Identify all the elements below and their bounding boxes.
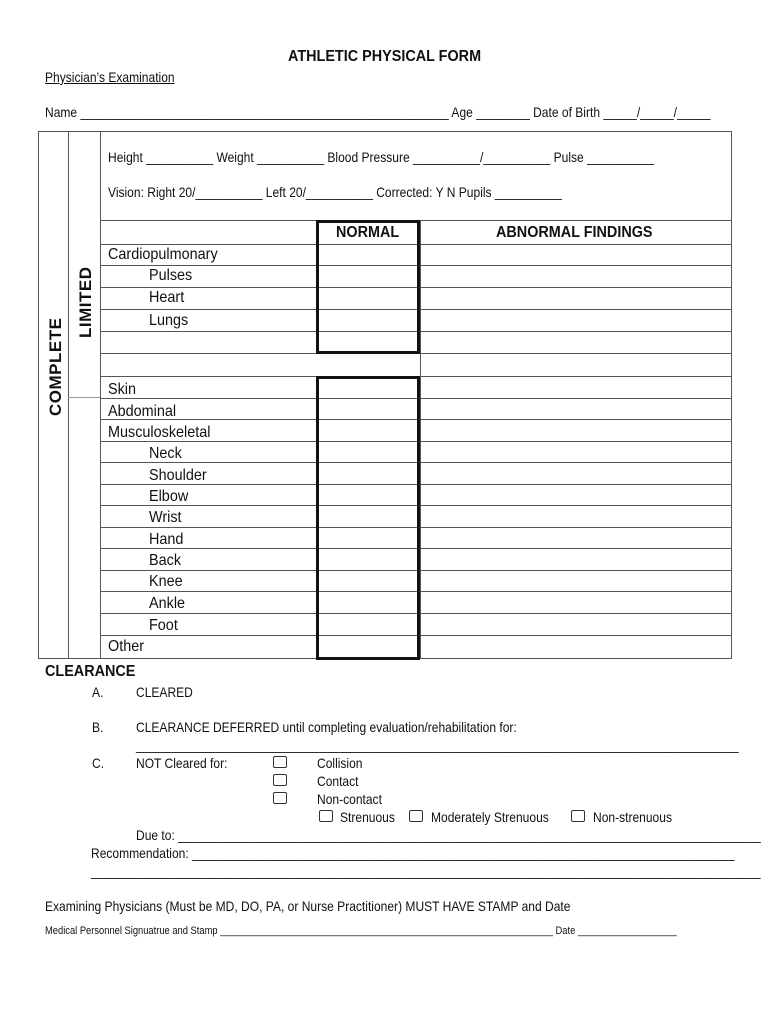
recommendation-line-2[interactable]: ____________________________________________________________________________________________________ <box>91 863 761 879</box>
form-title: ATHLETIC PHYSICAL FORM <box>288 48 482 65</box>
contact-label: Contact <box>317 773 359 789</box>
vitals-line-height-weight-bp-pulse[interactable]: Height __________ Weight __________ Blood Pressure __________/__________ Pulse __________ <box>108 149 655 165</box>
option-a-cleared[interactable]: CLEARED <box>136 684 193 700</box>
collision-label: Collision <box>317 755 363 771</box>
complete-side-label: COMPLETE <box>46 317 65 416</box>
row-hand: Hand <box>149 531 184 548</box>
normal-box-limited[interactable] <box>316 220 420 354</box>
row-ankle: Ankle <box>149 595 186 612</box>
option-c-not-cleared[interactable]: NOT Cleared for: <box>136 755 228 771</box>
noncontact-checkbox[interactable] <box>273 792 287 804</box>
row-shoulder: Shoulder <box>149 467 207 484</box>
normal-box-complete[interactable] <box>316 376 420 660</box>
name-age-dob-line[interactable]: Name _______________________________________________________ Age ________ Date of Birth _____/_____/_____ <box>45 104 711 120</box>
strenuous-label: Strenuous <box>340 809 395 825</box>
limited-side-label: LIMITED <box>76 266 95 338</box>
row-cardiopulmonary: Cardiopulmonary <box>108 246 218 263</box>
row-musculoskeletal: Musculoskeletal <box>108 424 211 441</box>
clearance-heading: CLEARANCE <box>45 663 136 680</box>
strenuous-checkbox[interactable] <box>319 810 333 822</box>
contact-checkbox[interactable] <box>273 774 287 786</box>
moderately-strenuous-label: Moderately Strenuous <box>431 809 549 825</box>
row-other: Other <box>108 638 145 655</box>
moderately-strenuous-checkbox[interactable] <box>409 810 423 822</box>
non-strenuous-checkbox[interactable] <box>571 810 585 822</box>
row-foot: Foot <box>149 617 178 634</box>
row-skin: Skin <box>108 381 137 398</box>
due-to-line[interactable]: Due to: _______________________________________________________________________________________ <box>136 827 761 843</box>
deferred-reason-line[interactable]: __________________________________________________________________________________________ <box>136 737 739 753</box>
label-column-border <box>100 131 101 659</box>
row-elbow: Elbow <box>149 488 189 505</box>
row-neck: Neck <box>149 445 182 462</box>
option-b-deferred[interactable]: CLEARANCE DEFERRED until completing evaluation/rehabilitation for: <box>136 719 517 735</box>
row-heart: Heart <box>149 289 185 306</box>
section-subtitle: Physician’s Examination <box>45 69 175 85</box>
recommendation-line[interactable]: Recommendation: _________________________________________________________________________________ <box>91 845 735 861</box>
noncontact-label: Non-contact <box>317 791 382 807</box>
option-a-letter: A. <box>92 684 104 700</box>
table-left-border <box>38 131 39 659</box>
table-right-border <box>731 131 732 659</box>
vitals-line-vision-pupils[interactable]: Vision: Right 20/__________ Left 20/__________ Corrected: Y N Pupils __________ <box>108 184 562 200</box>
row-wrist: Wrist <box>149 509 182 526</box>
option-b-letter: B. <box>92 719 104 735</box>
abnormal-findings-column-header: ABNORMAL FINDINGS <box>496 224 653 241</box>
limited-column-border <box>68 131 69 659</box>
table-top-border <box>38 131 732 132</box>
signature-stamp-date-line[interactable]: Medical Personnel Signuatrue and Stamp ________________________________________________________________ Date ___________________ <box>45 925 677 937</box>
abnormal-column-border <box>420 220 421 659</box>
row-abdominal: Abdominal <box>108 403 177 420</box>
normal-column-header: NORMAL <box>336 224 400 241</box>
row-back: Back <box>149 552 182 569</box>
row-pulses: Pulses <box>149 267 193 284</box>
limited-divider <box>68 397 100 398</box>
row-knee: Knee <box>149 573 183 590</box>
option-c-letter: C. <box>92 755 105 771</box>
non-strenuous-label: Non-strenuous <box>593 809 672 825</box>
row-lungs: Lungs <box>149 312 189 329</box>
examining-physicians-note: Examining Physicians (Must be MD, DO, PA, or Nurse Practitioner) MUST HAVE STAMP and Date <box>45 898 571 914</box>
collision-checkbox[interactable] <box>273 756 287 768</box>
